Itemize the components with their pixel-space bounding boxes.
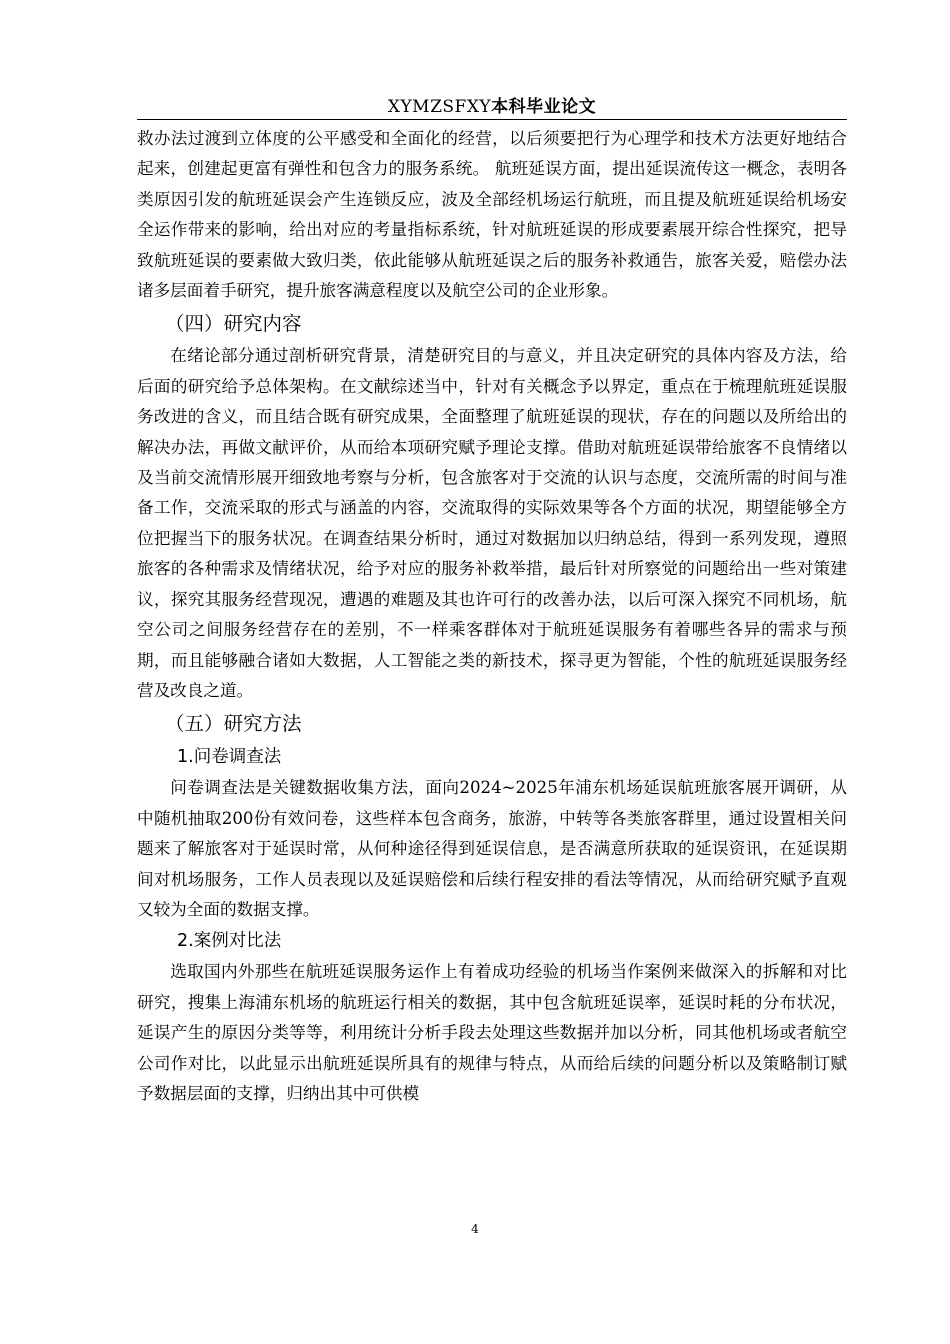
header-code: XYMZSFXY: [387, 97, 492, 117]
header-divider: [137, 119, 847, 120]
paragraph-research-content: 在绪论部分通过剖析研究背景，清楚研究目的与意义，并且决定研究的具体内容及方法，给后面的研究给予总体架构。在文献综述当中，针对有关概念予以界定，重点在于梳理航班延误服务改进的含义，而且结合既有研究成果，全面整理了航班延误的现状，存在的问题以及所给出的解决办法，再做文献评价，从而给本项研究赋予理论支撑。借助对航班延误带给旅客不良情绪以及当前交流情形展开细致地考察与分析，包含旅客对于交流的认识与态度，交流所需的时间与准备工作，交流采取的形式与涵盖的内容，交流取得的实际效果等各个方面的状况，期望能够全方位把握当下的服务状况。在调查结果分析时，通过对数据加以归纳总结，得到一系列发现，遵照旅客的各种需求及情绪状况，给予对应的服务补救举措，最后针对所察觉的问题给出一些对策建议，探究其服务经营现况，遭遇的难题及其也许可行的改善办法，以后可深入探究不同机场，航空公司之间服务经营存在的差别，不一样乘客群体对于航班延误服务有着哪些各异的需求与预期，而且能够融合诸如大数据，人工智能之类的新技术，探寻更为智能，个性的航班延误服务经营及改良之道。: [137, 346, 847, 700]
subheading-case-comparison: 2.案例对比法: [177, 931, 282, 952]
body-text: [137, 124, 847, 1109]
paragraph-continuation: 救办法过渡到立体度的公平感受和全面化的经营，以后须要把行为心理学和技术方法更好地结合起来，创建起更富有弹性和包含力的服务系统。 航班延误方面，提出延误流传这一概念，表明各类原因引发的航班延误会产生连锁反应，波及全部经机场运行航班，而且提及航班延误给机场安全运作带来的影响，给出对应的考量指标系统，针对航班延误的形成要素展开综合性探究，把导致航班延误的要素做大致归类，依此能够从航班延误之后的服务补救通告，旅客关爱，赔偿办法诸多层面着手研究，提升旅客满意程度以及航空公司的企业形象。: [137, 129, 847, 301]
header-title: 本科毕业论文: [491, 97, 597, 117]
paragraph-questionnaire: 问卷调查法是关键数据收集方法，面向2024~2025年浦东机场延误航班旅客展开调研，从中随机抽取200份有效问卷，这些样本包含商务，旅游，中转等各类旅客群里，通过设置相关问题来了解旅客对于延误时常，从何种途径得到延误信息，是否满意所获取的延误资讯，在延误期间对机场服务，工作人员表现以及延误赔偿和后续行程安排的看法等情况，从而给研究赋予直观又较为全面的数据支撑。: [137, 778, 847, 919]
running-header: [137, 92, 847, 118]
section-heading-research-content: （四）研究内容: [165, 312, 302, 336]
paragraph-case-comparison: 选取国内外那些在航班延误服务运作上有着成功经验的机场当作案例来做深入的拆解和对比研究，搜集上海浦东机场的航班运行相关的数据，其中包含航班延误率，延误时耗的分布状况，延误产生的原因分类等等，利用统计分析手段去处理这些数据并加以分析，同其他机场或者航空公司作对比，以此显示出航班延误所具有的规律与特点，从而给后续的问题分析以及策略制订赋予数据层面的支撑，归纳出其中可供模: [137, 962, 847, 1103]
page-number: 4: [471, 1222, 479, 1236]
section-heading-research-methods: （五）研究方法: [165, 712, 302, 736]
subheading-questionnaire: 1.问卷调查法: [177, 747, 282, 768]
